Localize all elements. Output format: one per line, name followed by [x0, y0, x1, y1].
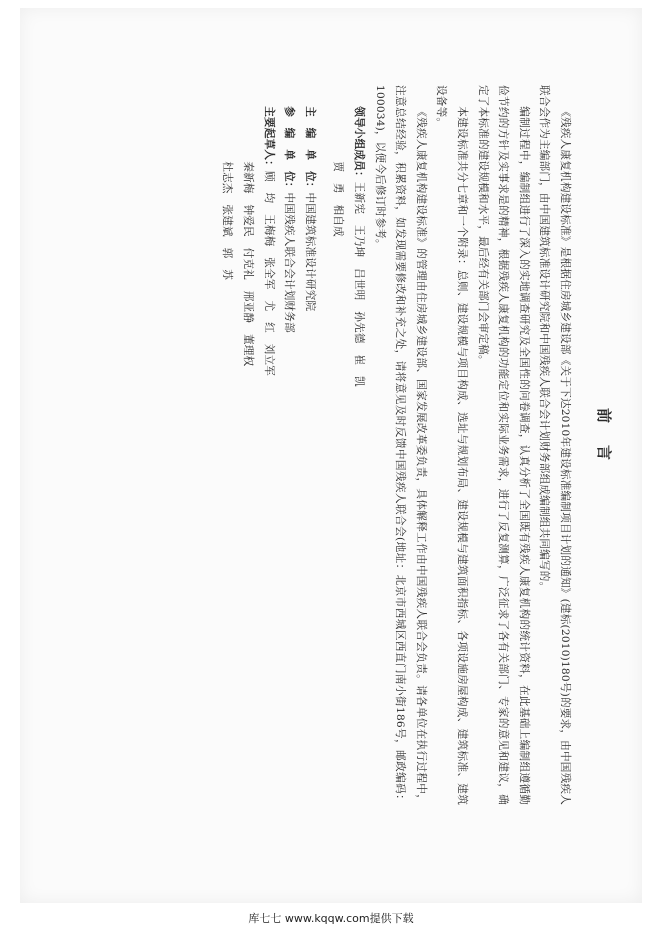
paragraph-1: 《残疾人康复机构建设标准》是根据住房城乡建设部《关于下达2010年建设标准编制项目计划的通知》(建标(2010)180号)的要求，由中国残疾人联合会作为主编部门，由中国建筑标准设计研究院和中国残疾人联合会计划财务部组成编制组共同编写的。	[538, 85, 571, 805]
paragraph-4: 《残疾人康复机构建设标准》的管理由住房城乡建设部、国家发展改革委负责，具体解释工作由中国残疾人联合会负责。请各单位在执行过程中，注意总结经验，积累资料，如发现需要修改和补充之处，请将意见及时反馈中国残疾人联合会(地址：北京市西城区西直门南小街186号，邮政编码：100034)，以便今后修订时参考。	[373, 85, 427, 805]
credit-label: 主 编 单 位：	[303, 106, 316, 193]
credit-label: 主要起草人：	[262, 106, 275, 171]
credit-chief-editor	[299, 85, 320, 805]
document-body	[115, 85, 615, 805]
paragraph-2: 编制过程中，编制组进行了深入的实地调查研究及全国性的问卷调查，认真分析了全国既有残疾人康复机构的统计资料，在此基础上编制组遵循勤俭节约的方针及实事求是的精神，根据残疾人康复机构的功能定位和实际业务需求，进行了反复测算，广泛征求了各有关部门、专家的意见和建议，确定了本标准的建设规模和水平，最后经有关部门会审定稿。	[476, 85, 530, 805]
credit-value: 中国建筑标准设计研究院	[303, 192, 316, 312]
credit-label: 参 编 单 位：	[283, 106, 296, 193]
leadership-line-2	[328, 85, 349, 805]
leadership-names-2: 贾 勇 相自成	[332, 161, 345, 237]
credit-value: 顾 均 王梅梅 张全军 尤 红 刘立军	[262, 170, 275, 377]
rotated-document-area	[115, 85, 615, 805]
credit-drafters	[258, 85, 279, 805]
paragraph-3: 本建设标准共分七章和一个附录：总则、建设规模与项目构成、选址与规划布局、建设规模与建筑面积指标、各项设施房屋构成、建筑标准、建筑设备等。	[435, 85, 469, 805]
drafters-line-3: 杜志杰 张建斌 郭 苏	[221, 161, 234, 281]
credit-value: 中国残疾人联合会计划财务部	[283, 192, 296, 333]
credits-block	[217, 85, 320, 805]
leadership-names-1: 王新宪 王乃坤 吕世明 孙先德 崔 凯	[353, 181, 366, 387]
drafters-line-2: 秦新梅 钟爱民 付克礼 邢亚静 董理权	[242, 161, 255, 367]
leadership-label: 领导小组成员：	[353, 106, 366, 182]
credit-co-editor	[279, 85, 300, 805]
download-footer: 库七七 www.kqqw.com提供下载	[248, 912, 414, 925]
leadership-line-1	[348, 85, 369, 805]
page-title: 前言	[595, 407, 613, 482]
